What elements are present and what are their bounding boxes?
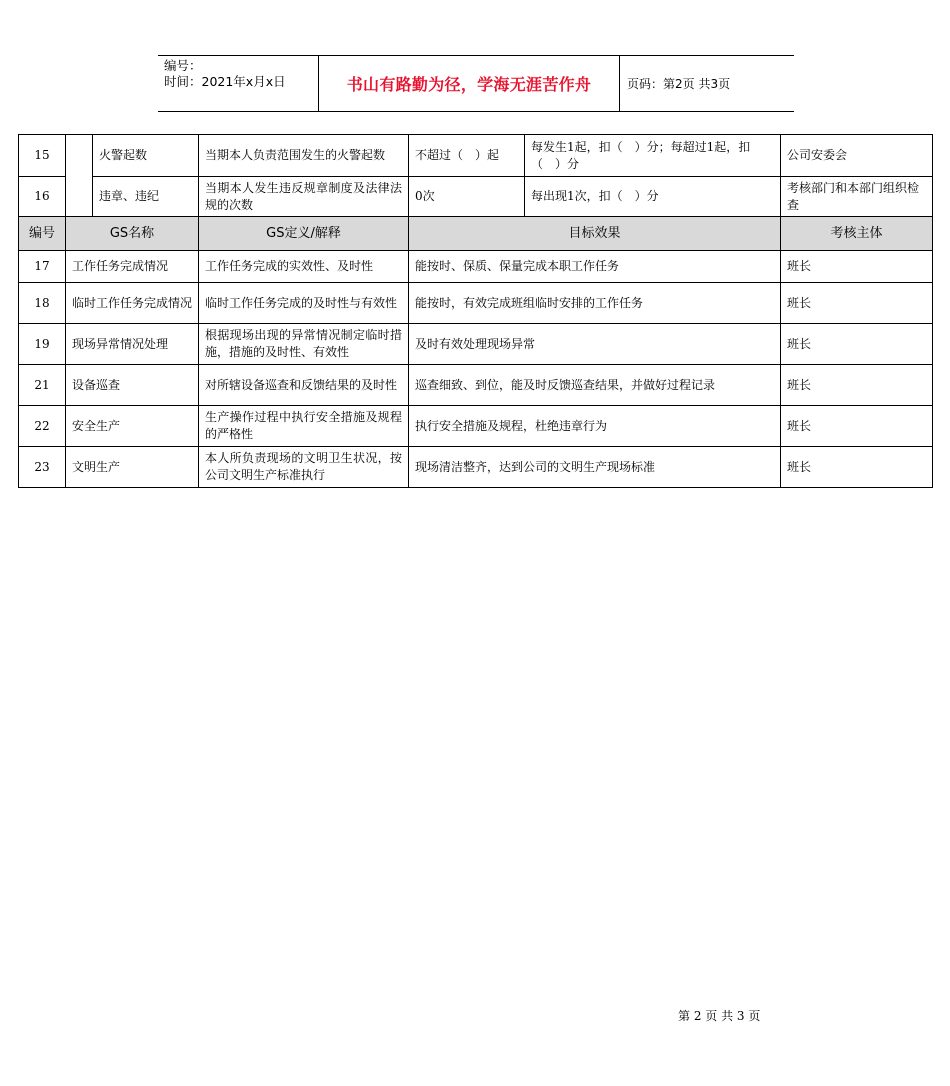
table-row bbox=[19, 447, 933, 488]
row-definition: 对所辖设备巡查和反馈结果的及时性 bbox=[199, 365, 409, 406]
row-no: 21 bbox=[19, 365, 66, 406]
row-owner: 班长 bbox=[781, 406, 933, 447]
row-owner: 班长 bbox=[781, 324, 933, 365]
row-name: 违章、违纪 bbox=[93, 177, 199, 217]
table-header-row bbox=[19, 217, 933, 251]
merged-blank-cell bbox=[66, 135, 93, 217]
row-name: 临时工作任务完成情况 bbox=[66, 283, 199, 324]
row-owner: 班长 bbox=[781, 365, 933, 406]
row-owner: 班长 bbox=[781, 251, 933, 283]
row-no: 15 bbox=[19, 135, 66, 177]
row-target: 及时有效处理现场异常 bbox=[409, 324, 781, 365]
row-rule: 每出现1次，扣（ ）分 bbox=[525, 177, 781, 217]
row-no: 23 bbox=[19, 447, 66, 488]
row-definition: 生产操作过程中执行安全措施及规程的严格性 bbox=[199, 406, 409, 447]
row-rule: 每发生1起，扣（ ）分；每超过1起，扣（ ）分 bbox=[525, 135, 781, 177]
row-definition: 本人所负责现场的文明卫生状况，按公司文明生产标准执行 bbox=[199, 447, 409, 488]
table-row bbox=[19, 406, 933, 447]
header-name: GS名称 bbox=[66, 217, 199, 251]
row-target: 能按时、保质、保量完成本职工作任务 bbox=[409, 251, 781, 283]
row-name: 火警起数 bbox=[93, 135, 199, 177]
table-row bbox=[19, 135, 933, 177]
table-row bbox=[19, 283, 933, 324]
header-info bbox=[158, 56, 318, 111]
header-page-label: 页码：第2页 共3页 bbox=[627, 77, 731, 91]
table-row bbox=[19, 324, 933, 365]
header-motto: 书山有路勤为径，学海无涯苦作舟 bbox=[318, 56, 620, 111]
row-target: 现场清洁整齐，达到公司的文明生产现场标准 bbox=[409, 447, 781, 488]
table-row bbox=[19, 177, 933, 217]
row-target: 能按时，有效完成班组临时安排的工作任务 bbox=[409, 283, 781, 324]
header-definition: GS定义/解释 bbox=[199, 217, 409, 251]
row-name: 安全生产 bbox=[66, 406, 199, 447]
row-target: 执行安全措施及规程，杜绝违章行为 bbox=[409, 406, 781, 447]
table-row bbox=[19, 365, 933, 406]
row-no: 22 bbox=[19, 406, 66, 447]
row-name: 工作任务完成情况 bbox=[66, 251, 199, 283]
row-definition: 根据现场出现的异常情况制定临时措施，措施的及时性、有效性 bbox=[199, 324, 409, 365]
row-name: 文明生产 bbox=[66, 447, 199, 488]
row-no: 17 bbox=[19, 251, 66, 283]
row-no: 18 bbox=[19, 283, 66, 324]
code-label: 编号： bbox=[164, 58, 202, 73]
row-definition: 临时工作任务完成的及时性与有效性 bbox=[199, 283, 409, 324]
row-no: 16 bbox=[19, 177, 66, 217]
time-label: 时间：2021年x月x日 bbox=[164, 74, 286, 89]
table-row bbox=[19, 251, 933, 283]
row-name: 现场异常情况处理 bbox=[66, 324, 199, 365]
row-name: 设备巡查 bbox=[66, 365, 199, 406]
row-definition: 工作任务完成的实效性、及时性 bbox=[199, 251, 409, 283]
row-definition: 当期本人负责范围发生的火警起数 bbox=[199, 135, 409, 177]
row-target: 不超过（ ）起 bbox=[409, 135, 525, 177]
row-target: 巡查细致、到位，能及时反馈巡查结果，并做好过程记录 bbox=[409, 365, 781, 406]
row-no: 19 bbox=[19, 324, 66, 365]
row-owner: 班长 bbox=[781, 283, 933, 324]
header-no: 编号 bbox=[19, 217, 66, 251]
row-owner: 考核部门和本部门组织检查 bbox=[781, 177, 933, 217]
row-definition: 当期本人发生违反规章制度及法律法规的次数 bbox=[199, 177, 409, 217]
row-target: 0次 bbox=[409, 177, 525, 217]
row-owner: 班长 bbox=[781, 447, 933, 488]
page-footer: 第 2 页 共 3 页 bbox=[678, 1009, 761, 1023]
page-header bbox=[158, 55, 794, 112]
header-target: 目标效果 bbox=[409, 217, 781, 251]
header-owner: 考核主体 bbox=[781, 217, 933, 251]
assessment-table bbox=[18, 134, 933, 488]
row-owner: 公司安委会 bbox=[781, 135, 933, 177]
